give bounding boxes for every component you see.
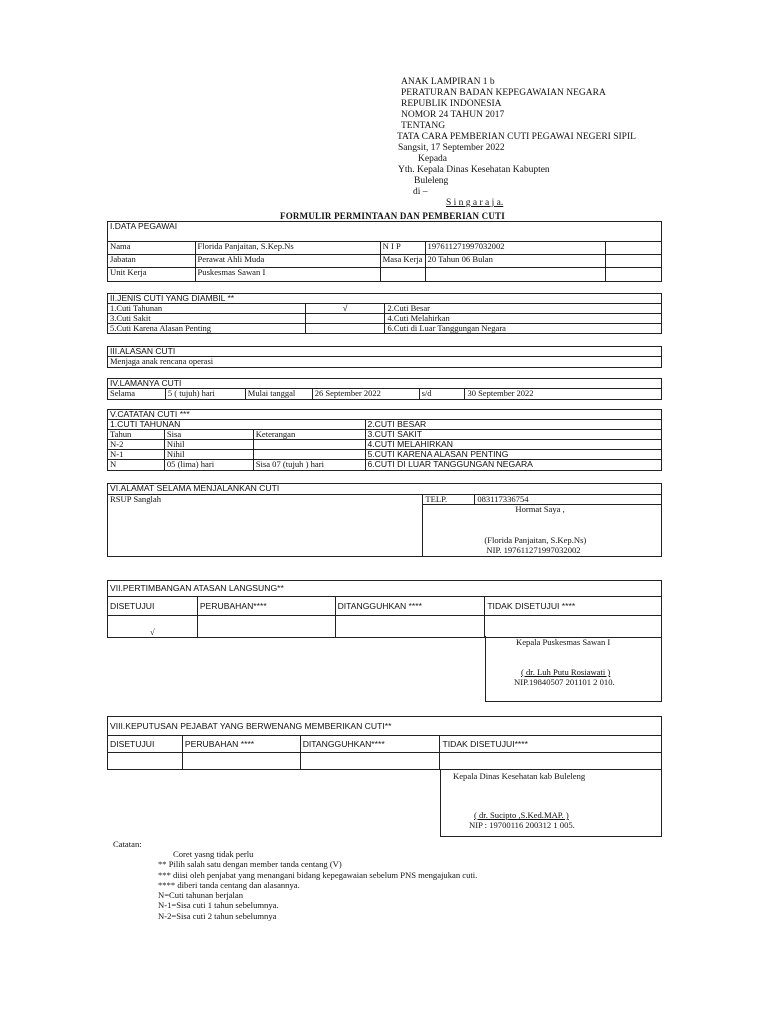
header-line-3: REPUBLIK INDONESIA <box>401 99 502 109</box>
jenis-cuti-option: 5.Cuti Karena Alasan Penting <box>108 324 306 334</box>
atasan-name: ( dr. Luh Putu Rosiawati ) <box>521 667 611 677</box>
note-line: ** Pilih salah satu dengan member tanda centang (V) <box>158 859 342 870</box>
note-line: N-1=Sisa cuti 1 tahun sebelumnya. <box>158 900 279 911</box>
atasan-title: Kepala Puskesmas Sawan I <box>516 637 611 647</box>
note-line: *** diisi oleh penjabat yang menangani bidang kepegawaian sebelum PNS mengajukan cuti. <box>158 869 478 880</box>
keterangan-cell <box>253 440 365 450</box>
col-tahun: Tahun <box>108 430 165 440</box>
pemohon-nip: NIP. 197611271997032002 <box>486 545 581 555</box>
note-line: **** diberi tanda centang dan alasannya. <box>158 879 300 890</box>
pejabat-title: Kepala Dinas Kesehatan kab Buleleng <box>453 771 586 781</box>
telp-label: TELP. <box>423 495 475 505</box>
pejabat-sign-box <box>440 770 662 837</box>
col-perubahan: PERUBAHAN **** <box>182 736 300 753</box>
note-line: Coret yasng tidak perlu <box>173 849 254 859</box>
nama-label: Nama <box>108 242 196 255</box>
section-1-title-table <box>107 221 662 242</box>
empty-cell <box>485 616 662 638</box>
hormat-saya: Hormat Saya , <box>515 504 565 514</box>
jenis-cuti-option: 2.Cuti Besar <box>385 304 662 314</box>
cuti-type-label: 4.CUTI MELAHIRKAN <box>365 440 661 450</box>
col-disetujui: DISETUJUI <box>108 597 198 616</box>
alasan-cuti-text: Menjaga anak rencana operasi <box>108 357 662 368</box>
alamat-cuti-table <box>107 483 662 557</box>
alasan-cuti-table <box>107 346 662 368</box>
pemohon-name: (Florida Panjaitan, S.Kep.Ns) <box>484 535 587 545</box>
selama-value: 5 ( tujuh) hari <box>165 389 245 400</box>
empty-cell <box>605 242 662 255</box>
jenis-cuti-table <box>107 293 662 334</box>
section-5-title: V.CATATAN CUTI *** <box>108 410 662 420</box>
sd-value: 30 September 2022 <box>465 389 662 400</box>
notes-list <box>158 849 477 921</box>
col-tidak-disetujui: TIDAK DISETUJUI**** <box>440 736 662 753</box>
section-2-title: II.JENIS CUTI YANG DIAMBIL ** <box>108 294 662 304</box>
header-line-1: ANAK LAMPIRAN 1 b <box>401 77 495 87</box>
notes-label: Catatan: <box>113 839 142 849</box>
section-3-title: III.ALASAN CUTI <box>108 347 662 357</box>
tahun-cell: N <box>108 460 165 471</box>
sisa-cell: 05 (lima) hari <box>164 460 253 471</box>
cuti-besar-label: 2.CUTI BESAR <box>365 420 661 430</box>
nip-value: 197611271997032002 <box>425 242 605 255</box>
cuti-tahunan-title: 1.CUTI TAHUNAN <box>108 420 366 430</box>
empty-cell <box>108 753 183 770</box>
jenis-cuti-option: 3.Cuti Sakit <box>108 314 306 324</box>
jenis-cuti-option: 6.Cuti di Luar Tanggungan Negara <box>385 324 662 334</box>
empty-cell <box>300 753 440 770</box>
cuti-sakit-label: 3.CUTI SAKIT <box>365 430 661 440</box>
col-ditangguhkan: DITANGGUHKAN**** <box>300 736 440 753</box>
col-sisa: Sisa <box>164 430 253 440</box>
atasan-nip: NIP.19840507 201101 2 010. <box>514 677 615 687</box>
empty-cell <box>197 616 335 638</box>
section-1-title: I.DATA PEGAWAI <box>108 222 662 242</box>
hormat-saya-cell <box>423 505 662 557</box>
keterangan-cell: Sisa 07 (tujuh ) hari <box>253 460 365 471</box>
empty-cell <box>335 616 485 638</box>
header-di: di – <box>413 187 428 197</box>
header-line-5: TENTANG <box>401 121 446 131</box>
selama-label: Selama <box>108 389 166 400</box>
empty-cell <box>425 268 605 282</box>
jabatan-value: Perawat Ahli Muda <box>195 255 380 268</box>
pejabat-name: ( dr. Sucipto ,S.Ked.MAP. ) <box>474 810 569 820</box>
section-4-title: IV.LAMANYA CUTI <box>108 379 662 389</box>
unit-kerja-label: Unit Kerja <box>108 268 196 282</box>
tahun-cell: N-2 <box>108 440 165 450</box>
empty-cell <box>440 753 662 770</box>
note-line: N-2=Sisa cuti 2 tahun sebelumnya <box>158 910 277 921</box>
header-yth: Yth. Kepala Dinas Kesehatan Kabupten <box>398 165 550 175</box>
catatan-cuti-table <box>107 409 662 471</box>
jenis-cuti-option: 1.Cuti Tahunan <box>108 304 306 314</box>
header-buleleng: Buleleng <box>414 176 449 186</box>
header-line-2: PERATURAN BADAN KEPEGAWAIAN NEGARA <box>401 88 606 98</box>
section-6-title: VI.ALAMAT SELAMA MENJALANKAN CUTI <box>108 484 662 495</box>
keterangan-cell <box>253 450 365 460</box>
check-cell <box>305 324 385 334</box>
header-city: S i n g a r a j a. <box>446 198 504 208</box>
check-cell <box>305 314 385 324</box>
col-disetujui: DISETUJUI <box>108 736 183 753</box>
unit-kerja-value: Puskesmas Sawan I <box>195 268 380 282</box>
data-pegawai-table <box>107 241 662 282</box>
cuti-type-label: 6.CUTI DI LUAR TANGGUNGAN NEGARA <box>365 460 661 471</box>
check-mark: √ <box>108 616 198 638</box>
col-tidak-disetujui: TIDAK DISETUJUI **** <box>485 597 662 616</box>
empty-cell <box>380 268 425 282</box>
mulai-label: Mulai tanggal <box>245 389 312 400</box>
sisa-cell: Nihil <box>164 450 253 460</box>
masa-kerja-value: 20 Tahun 06 Bulan <box>425 255 605 268</box>
nip-label: N I P <box>380 242 425 255</box>
empty-cell <box>605 255 662 268</box>
empty-cell <box>182 753 300 770</box>
keputusan-pejabat-table <box>107 716 662 770</box>
telp-value: 083117336754 <box>475 495 662 505</box>
sisa-cell: Nihil <box>164 440 253 450</box>
lamanya-cuti-table <box>107 378 662 400</box>
header-line-4: NOMOR 24 TAHUN 2017 <box>401 110 505 120</box>
check-mark: √ <box>305 304 385 314</box>
nama-value: Florida Panjaitan, S.Kep.Ns <box>195 242 380 255</box>
tahun-cell: N-1 <box>108 450 165 460</box>
note-line: N=Cuti tahunan berjalan <box>158 890 244 901</box>
jenis-cuti-option: 4.Cuti Melahirkan <box>385 314 662 324</box>
form-title: FORMULIR PERMINTAAN DAN PEMBERIAN CUTI <box>280 211 505 221</box>
sd-label: s/d <box>419 389 465 400</box>
col-keterangan: Keterangan <box>253 430 365 440</box>
masa-kerja-label: Masa Kerja <box>380 255 425 268</box>
alamat-value: RSUP Sanglah <box>108 495 423 557</box>
header-kepada: Kepada <box>418 154 448 164</box>
header-line-6: TATA CARA PEMBERIAN CUTI PEGAWAI NEGERI SIPIL <box>397 132 636 142</box>
col-ditangguhkan: DITANGGUHKAN **** <box>335 597 485 616</box>
pertimbangan-atasan-table <box>107 580 662 638</box>
cuti-type-label: 5.CUTI KARENA ALASAN PENTING <box>365 450 661 460</box>
mulai-value: 26 September 2022 <box>312 389 419 400</box>
header-date: Sangsit, 17 September 2022 <box>398 143 505 153</box>
section-8-title: VIII.KEPUTUSAN PEJABAT YANG BERWENANG MEMBERIKAN CUTI** <box>108 717 662 736</box>
empty-cell <box>605 268 662 282</box>
jabatan-label: Jabatan <box>108 255 196 268</box>
pejabat-nip: NIP : 19700116 200312 1 005. <box>469 820 575 830</box>
atasan-sign-box <box>485 636 662 702</box>
section-7-title: VII.PERTIMBANGAN ATASAN LANGSUNG** <box>108 581 662 597</box>
col-perubahan: PERUBAHAN**** <box>197 597 335 616</box>
